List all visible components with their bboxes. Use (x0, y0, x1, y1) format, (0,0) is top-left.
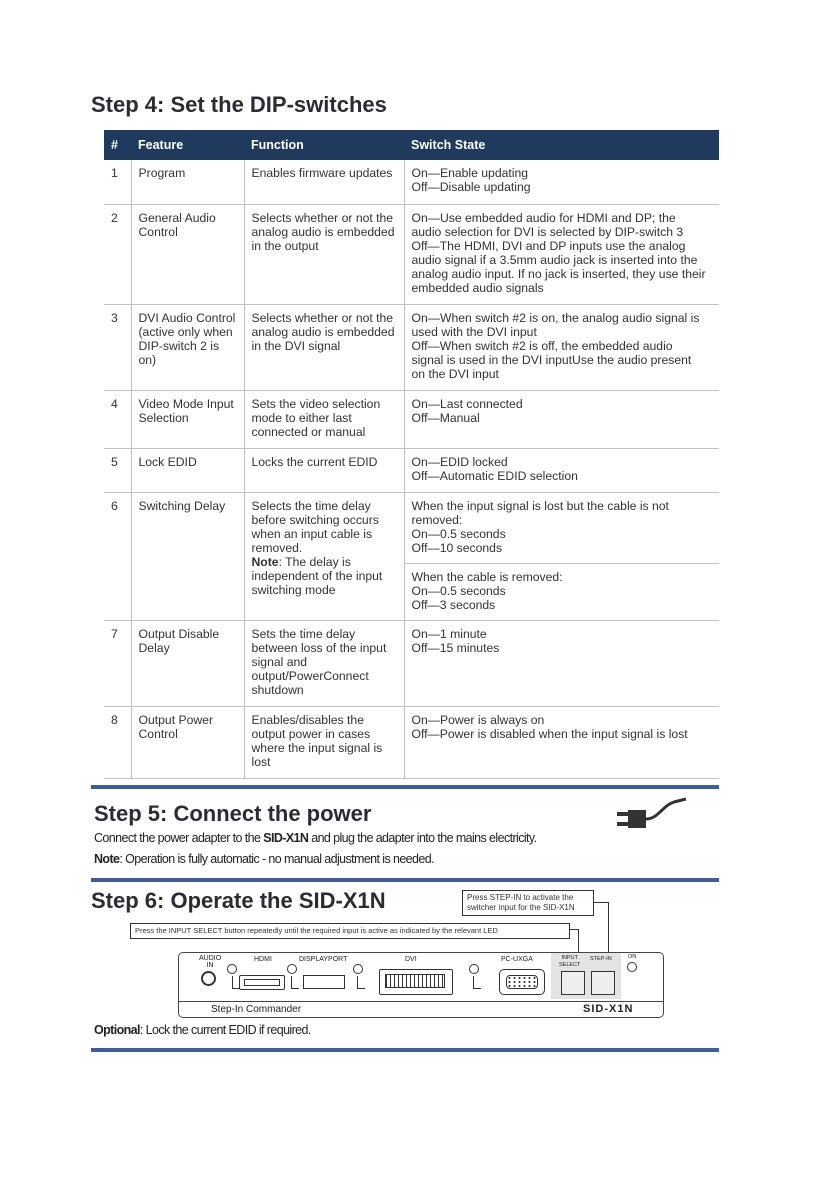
panel-footer-line (179, 1001, 663, 1002)
displayport-led (353, 964, 363, 974)
led-connector-line (473, 976, 481, 989)
row-state: On—When switch #2 is on, the analog audio signal is used with the DVI input Off—When switch #2 is off, the embedded audio signal is used in the DVI inputUse the audio present on the DVI input (404, 304, 719, 390)
table-header-row (104, 130, 719, 160)
callout-step-in: Press STEP-IN to activate the switcher input for the SID-X1N (462, 890, 594, 916)
table-row (104, 204, 719, 304)
power-plug-icon (614, 796, 690, 838)
row-feature: Switching Delay (131, 492, 244, 620)
pc-uxga-label: PC-UXGA (501, 956, 533, 963)
audio-led (227, 964, 237, 974)
row-state: On—Enable updating Off—Disable updating (404, 160, 719, 204)
note-label: Note (251, 554, 279, 569)
row-num: 2 (104, 204, 131, 304)
header-switch-state: Switch State (404, 130, 719, 160)
step5-instruction (94, 831, 537, 845)
on-label: ON (628, 954, 637, 960)
displayport-label: DISPLAYPORT (299, 956, 348, 963)
callout-line (594, 902, 608, 903)
row-feature: Lock EDID (131, 448, 244, 492)
row-function: Enables firmware updates (244, 160, 404, 204)
optional-note (94, 1023, 311, 1037)
instruction-text: Connect the power adapter to the (94, 831, 264, 845)
callout-line (608, 902, 609, 954)
row-num: 4 (104, 390, 131, 448)
input-select-label: INPUT SELECT (559, 955, 581, 968)
row-state: On—1 minute Off—15 minutes (404, 620, 719, 706)
section-divider (91, 878, 719, 882)
dvi-label: DVI (405, 956, 417, 963)
row-num: 3 (104, 304, 131, 390)
model-name: SID-X1N (263, 831, 309, 845)
row-feature: DVI Audio Control (active only when DIP-switch 2 is on) (131, 304, 244, 390)
row-function: Sets the video selection mode to either last connected or manual (244, 390, 404, 448)
optional-text: : Lock the current EDID if required. (139, 1023, 311, 1037)
state-cable-removed: When the cable is removed: On—0.5 seconds Off—3 seconds (411, 569, 563, 612)
section-divider (91, 1048, 719, 1052)
callout-input-select: Press the INPUT SELECT button repeatedly until the required input is active as indicated by the relevant LED (130, 923, 570, 939)
dip-switch-table (104, 130, 719, 779)
step5-title: Step 5: Connect the power (94, 801, 372, 826)
table-row (104, 620, 719, 706)
row-feature: Program (131, 160, 244, 204)
table-row (104, 304, 719, 390)
model-label: SID-X1N (583, 1003, 634, 1015)
row-state-split (404, 492, 719, 620)
input-select-button[interactable] (561, 971, 585, 995)
row-function (244, 492, 404, 620)
row-num: 5 (104, 448, 131, 492)
note-text: : Operation is fully automatic - no manual adjustment is needed. (119, 852, 434, 866)
hdmi-label: HDMI (254, 956, 272, 963)
device-front-panel (178, 952, 664, 1018)
row-function: Selects whether or not the analog audio is embedded in the output (244, 204, 404, 304)
state-cable-not-removed: When the input signal is lost but the cable is not removed: On—0.5 seconds Off—10 seconds (405, 493, 720, 564)
dvi-port-pins (385, 974, 445, 988)
note-label: Note (94, 852, 120, 866)
table-row (104, 706, 719, 778)
row-num: 7 (104, 620, 131, 706)
row-function: Enables/disables the output power in cases where the input signal is lost (244, 706, 404, 778)
callout-line (578, 929, 579, 954)
on-led (627, 962, 637, 972)
table-row (104, 492, 719, 620)
led-connector-line (357, 976, 365, 989)
callout-line (570, 929, 578, 930)
row-state: On—EDID locked Off—Automatic EDID selection (404, 448, 719, 492)
vga-port-pins (506, 975, 538, 989)
note-text: : The delay is independent of the input switching mode (251, 554, 383, 597)
row-num: 6 (104, 492, 131, 620)
row-state: On—Last connected Off—Manual (404, 390, 719, 448)
row-feature: Output Disable Delay (131, 620, 244, 706)
led-connector-line (291, 976, 299, 989)
header-function: Function (244, 130, 404, 160)
row-feature: Video Mode Input Selection (131, 390, 244, 448)
row-function: Sets the time delay between loss of the input signal and output/PowerConnect shutdown (244, 620, 404, 706)
section-divider (91, 785, 719, 789)
table-row (104, 448, 719, 492)
step-in-label: STEP-IN (590, 956, 612, 962)
dvi-led (469, 964, 479, 974)
row-function: Selects whether or not the analog audio is embedded in the DVI signal (244, 304, 404, 390)
row-state: On—Power is always on Off—Power is disabled when the input signal is lost (404, 706, 719, 778)
step-in-button[interactable] (591, 971, 615, 995)
displayport-port (303, 975, 345, 989)
step5-note (94, 852, 434, 866)
row-state: On—Use embedded audio for HDMI and DP; the audio selection for DVI is selected by DIP-switch 3 Off—The HDMI, DVI and DP inputs use the analog audio signal if a 3.5mm audio jack is inserted into the analog audio input. If no jack is inserted, they use their embedded audio signals (404, 204, 719, 304)
row-num: 1 (104, 160, 131, 204)
row-feature: Output Power Control (131, 706, 244, 778)
header-feature: Feature (131, 130, 244, 160)
brand-label: Step-In Commander (211, 1004, 302, 1015)
step4-title: Step 4: Set the DIP-switches (91, 92, 387, 117)
header-num: # (104, 130, 131, 160)
function-text: Selects the time delay before switching occurs when an input cable is removed. (251, 498, 379, 555)
hdmi-led (287, 964, 297, 974)
step6-title: Step 6: Operate the SID-X1N (91, 888, 386, 913)
instruction-text: and plug the adapter into the mains electricity. (308, 831, 537, 845)
row-num: 8 (104, 706, 131, 778)
row-function: Locks the current EDID (244, 448, 404, 492)
audio-in-jack (201, 971, 216, 986)
row-feature: General Audio Control (131, 204, 244, 304)
hdmi-port-inner (244, 979, 280, 986)
audio-in-label: AUDIO IN (199, 955, 222, 969)
optional-label: Optional (94, 1023, 140, 1037)
table-row (104, 390, 719, 448)
table-row (104, 160, 719, 204)
